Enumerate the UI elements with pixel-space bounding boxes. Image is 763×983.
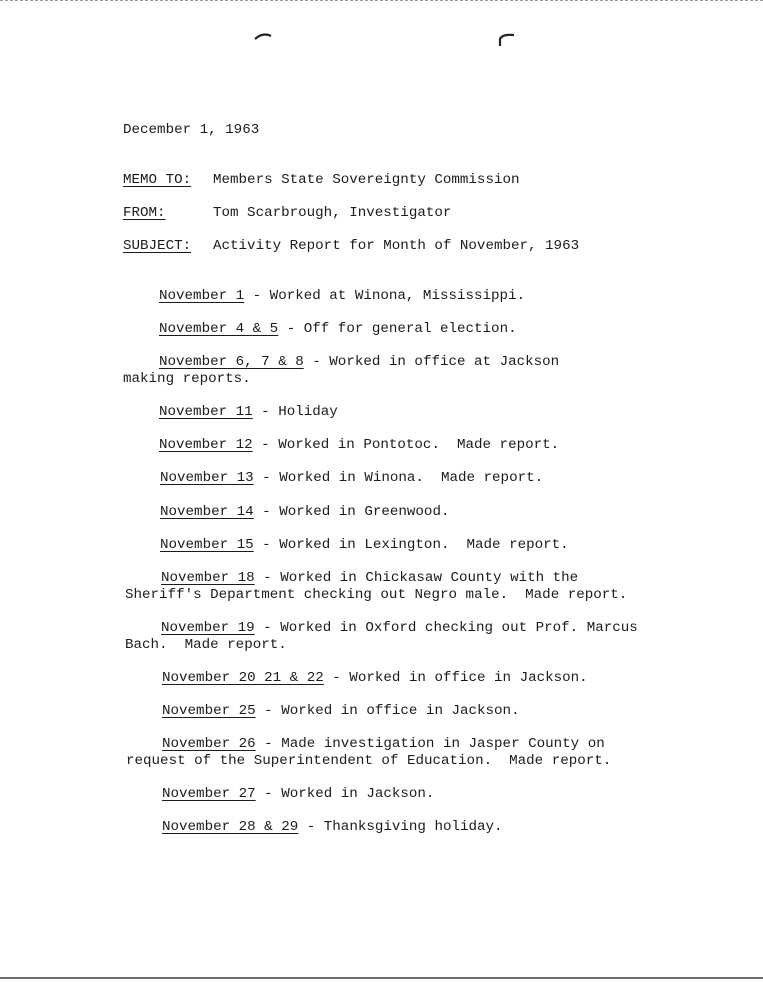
memo-from-value: Tom Scarbrough, Investigator <box>213 205 452 221</box>
entry-text: - Worked in Oxford checking out Prof. Marcus <box>254 620 638 636</box>
entry-continuation: making reports. <box>123 371 251 387</box>
memo-to-value: Members State Sovereignty Commission <box>213 172 520 188</box>
entry-date: November 4 & 5 <box>159 321 279 337</box>
activity-entry <box>125 570 627 604</box>
entry-date: November 13 <box>160 470 254 486</box>
entry-continuation: Bach. Made report. <box>125 637 287 653</box>
entry-date: November 18 <box>161 570 255 586</box>
activity-entry <box>123 288 525 305</box>
activity-entry <box>124 504 449 521</box>
entry-date: November 12 <box>159 437 253 453</box>
entry-text: - Worked at Winona, Mississippi. <box>244 288 526 304</box>
memo-date: December 1, 1963 <box>123 122 260 138</box>
activity-entry <box>123 321 517 338</box>
activity-entry <box>124 470 543 487</box>
activity-entry <box>123 437 559 454</box>
activity-entry <box>123 354 559 388</box>
entry-text: - Worked in Winona. Made report. <box>253 470 544 486</box>
page-top-edge <box>0 0 763 1</box>
entry-text: - Worked in office in Jackson. <box>255 703 520 719</box>
entry-date: November 19 <box>161 620 255 636</box>
entry-date: November 27 <box>162 786 256 802</box>
scan-mark-right <box>496 32 518 48</box>
activity-entry <box>126 736 611 770</box>
entry-date: November 1 <box>159 288 245 304</box>
activity-entry <box>125 620 638 654</box>
entry-text: - Worked in office at Jackson <box>303 354 560 370</box>
entry-text: - Worked in Chickasaw County with the <box>254 570 579 586</box>
memo-from-label: FROM: <box>123 205 166 221</box>
entry-date: November 28 & 29 <box>162 819 299 835</box>
entry-date: November 14 <box>160 504 254 520</box>
entry-text: - Worked in Pontotoc. Made report. <box>252 437 560 453</box>
entry-text: - Off for general election. <box>278 321 517 337</box>
activity-entry <box>124 537 569 554</box>
entry-text: - Thanksgiving holiday. <box>298 819 503 835</box>
activity-entry <box>126 819 503 836</box>
entry-continuation: request of the Superintendent of Education. Made report. <box>126 753 612 769</box>
entry-text: - Worked in Greenwood. <box>253 504 450 520</box>
entry-date: November 26 <box>162 736 256 752</box>
entry-date: November 20 21 & 22 <box>162 670 324 686</box>
entry-date: November 6, 7 & 8 <box>159 354 304 370</box>
entry-text: - Worked in Jackson. <box>255 786 435 802</box>
entry-text: - Holiday <box>252 404 338 420</box>
activity-entry <box>126 786 434 803</box>
activity-entry <box>123 404 338 421</box>
entry-text: - Worked in Lexington. Made report. <box>253 537 569 553</box>
scan-mark-left <box>253 30 273 42</box>
entry-date: November 25 <box>162 703 256 719</box>
memo-subject-label: SUBJECT: <box>123 238 192 254</box>
activity-entry <box>126 670 588 687</box>
entry-text: - Worked in office in Jackson. <box>323 670 588 686</box>
page-bottom-edge <box>0 977 763 979</box>
entry-date: November 15 <box>160 537 254 553</box>
entry-continuation: Sheriff's Department checking out Negro male. Made report. <box>125 587 628 603</box>
entry-text: - Made investigation in Jasper County on <box>255 736 605 752</box>
memo-subject-value: Activity Report for Month of November, 1963 <box>213 238 580 254</box>
activity-entry <box>126 703 520 720</box>
entry-date: November 11 <box>159 404 253 420</box>
memo-to-label: MEMO TO: <box>123 172 192 188</box>
